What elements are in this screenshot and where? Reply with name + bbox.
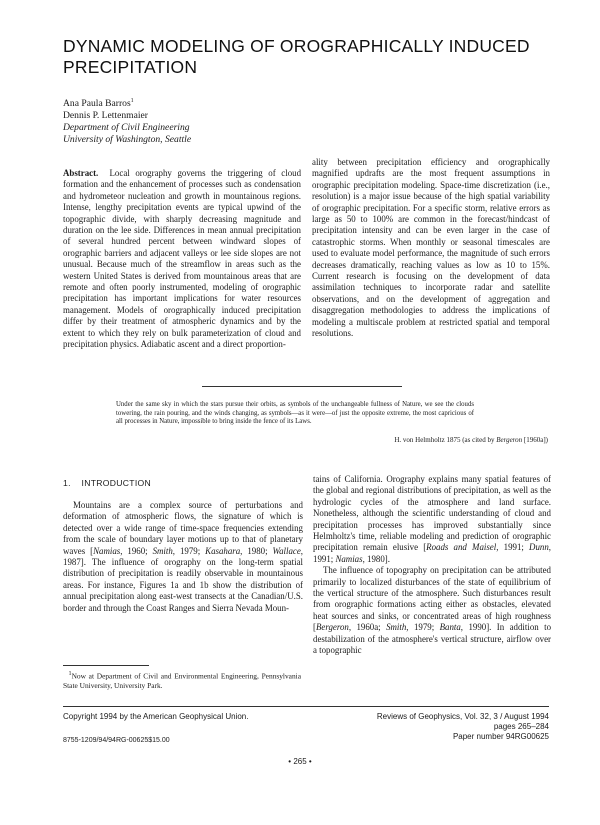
abstract-text-right: ality between precipitation efficiency and orographically magnified updrafts are the most frequent assumptions in orographic precipitation modeling. Space-time discretization (i.e., resolution) is a major issue because of the high spatial variability of orographic precipitation. For a specific storm, relative errors as large as 50 to 100% are common in the forecast/hindcast of precipitation intensity and can be even larger in the case of catastrophic storms. When monthly or seasonal timescales are used to evaluate model performance, the magnitude of such errors decreases dramatically, reaching values as low as 10 to 15%. Current research is focusing on the development of data assimilation techniques to incorporate radar and satellite observations, and on the development of aggregation and disaggregation methodologies to address the implications of modeling a multiscale problem at restricted spatial and temporal resolutions. <box>312 157 550 339</box>
abstract-text-left: Local orography governs the triggering of cloud formation and the enhancement of processes such as condensation and hydrometeor nucleation and growth in mountainous regions. Intense, lengthy precipitation events are typical upwind of the topographic divide, with sharply decreasing magnitude and duration on the lee side. Differences in mean annual precipitation of several hundred percent between windward slopes of orographic barriers and adjacent valleys or lee side slopes are not unusual. Because much of the streamflow in areas such as the western United States is derived from mountainous areas that are remote and often poorly instrumented, modeling of orographic precipitation has important implications for water resources management. Models of orographically induced precipitation differ by their treatment of atmospheric dynamics and by the extent to which they rely on bulk parameterization of cloud and precipitation physics. Adiabatic ascent and a direct proportion- <box>63 168 302 350</box>
article-code: 8755-1209/94/94RG-00625$15.00 <box>63 737 170 744</box>
author-block <box>63 96 191 145</box>
intro-left-column <box>63 500 303 614</box>
author-name-2: Dennis P. Lettenmaier <box>63 109 148 121</box>
section-divider <box>202 386 402 387</box>
intro-paragraph-2: The influence of topography on precipitation can be attributed primarily to localized disturbances of the state of equilibrium of the vertical structure of the atmosphere. Such disturbances result from orographic formations acting either as obstacles, elevated heat sources and sinks, or concentrated areas of high roughness [Bergeron, 1960a; Smith, 1979; Banta, 1990]. In addition to destabilization of the atmosphere's vertical structure, airflow over a topographic <box>313 565 552 656</box>
intro-paragraph-1: Mountains are a complex source of perturbations and deformation of atmospheric flows, the signature of which is detected over a wide range of time-space frequencies extending from the scale of boundary layer motions up to that of planetary waves [Namias, 1960; Smith, 1979; Kasahara, 1980; Wallace, 1987]. The influence of orography on the long-term spatial distribution of precipitation is readily observable in mountainous areas. For instance, Figures 1a and 1b show the distribution of annual precipitation along east-west transects at the Canadian/U.S. border and through the Coast Ranges and Sierra Nevada Moun- <box>63 500 304 613</box>
abstract-left-column <box>63 168 301 351</box>
footnote: $^1$Now at Department of Civil and Environmental Engineering, Pennsylvania State University, University Park. <box>63 671 301 691</box>
paper-number: Paper number 94RG00625 <box>452 732 549 741</box>
journal-pages: pages 265–284 <box>493 722 549 731</box>
author-department: Department of Civil Engineering <box>63 121 190 133</box>
copyright-line: Copyright 1994 by the American Geophysical Union. <box>63 712 249 721</box>
page-number: • 265 • <box>288 757 312 766</box>
author-university: University of Washington, Seattle <box>63 133 192 145</box>
intro-paragraph-1-cont: tains of California. Orography explains many spatial features of the global and regional distributions of precipitation, as well as the hydrologic cycles of the atmosphere and land surface. Nonetheless, although the scientific understanding of cloud and precipitation processes has improved substantially since Helmholtz's time, reliable modeling and prediction of orographic precipitation remain elusive [Roads and Maisel, 1991; Dunn, 1991; Namias, 1980]. <box>313 474 551 564</box>
abstract-label: Abstract. <box>63 168 99 178</box>
footnote-rule <box>63 665 149 666</box>
journal-info <box>330 712 549 742</box>
footer-rule <box>63 706 549 707</box>
epigraph-attribution: H. von Helmholtz 1875 (as cited by Bergeron [1960a]) <box>394 436 548 444</box>
journal-name: Reviews of Geophysics, Vol. 32, 3 / August 1994 <box>376 712 549 721</box>
epigraph-text: Under the same sky in which the stars pursue their orbits, as symbols of the unchangeable fullness of Nature, we see the clouds towering, the rain pouring, and the winds changing, as symbols—as it were—of just the opposite extreme, the most capricious of all processes in Nature, impossible to bring inside the fence of its Laws. <box>116 401 474 426</box>
author-name-1: Ana Paula Barros$^1$ <box>63 98 134 110</box>
section-heading: 1. INTRODUCTION <box>63 478 152 488</box>
article-title: DYNAMIC MODELING OF OROGRAPHICALLY INDUCED PRECIPITATION <box>63 36 530 77</box>
intro-right-column <box>313 474 551 657</box>
abstract-right-column <box>312 157 550 340</box>
